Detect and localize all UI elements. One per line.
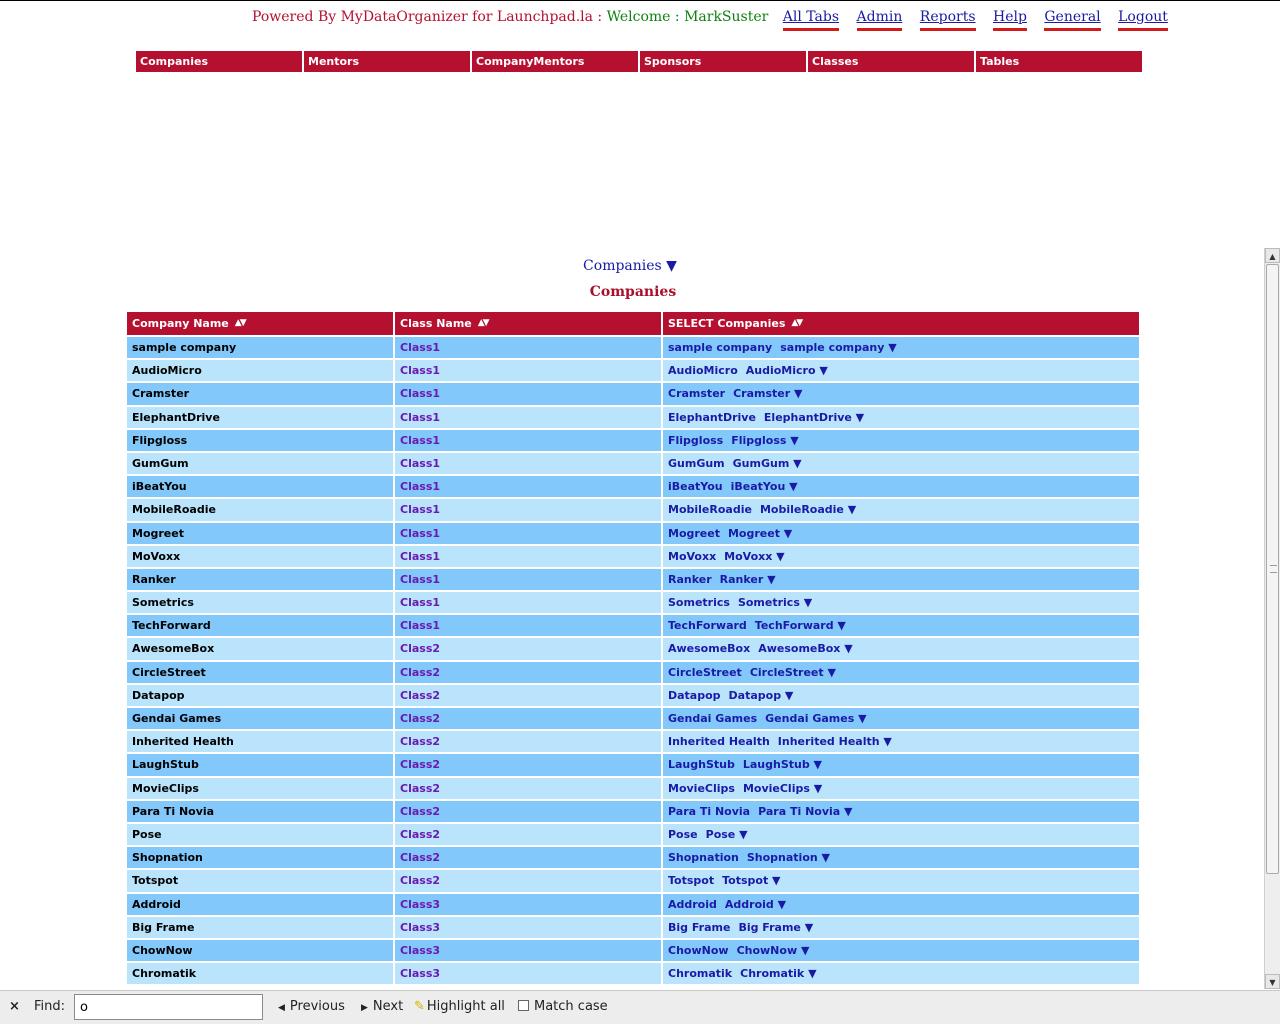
class-name-link[interactable]: Class3 (395, 915, 663, 938)
main-tab-bar (136, 51, 1142, 72)
select-company-link[interactable]: TechForward (668, 619, 747, 633)
table-row (127, 451, 1139, 474)
select-companies-cell (663, 335, 1139, 358)
company-name-cell: Chromatik (127, 961, 395, 984)
dropdown-arrow-icon[interactable]: ▼ (781, 688, 794, 702)
class-name-link[interactable]: Class2 (395, 822, 663, 845)
sort-icon[interactable]: ▲▼ (791, 318, 802, 328)
company-name-cell: Para Ti Novia (127, 799, 395, 822)
dropdown-arrow-icon[interactable]: ▼ (843, 503, 857, 517)
dropdown-arrow-icon[interactable]: ▼ (840, 804, 853, 818)
table-row (127, 567, 1139, 590)
select-company-link[interactable]: Pose (668, 827, 698, 841)
dropdown-arrow-icon[interactable]: ▼ (790, 387, 803, 401)
dropdown-arrow-icon[interactable]: ▼ (779, 526, 793, 540)
header-company-name[interactable] (127, 312, 395, 335)
nav-reports-link[interactable]: Reports (920, 9, 976, 31)
select-company-link[interactable]: MoVoxx (668, 549, 717, 563)
select-company-dropdown[interactable]: Addroid (724, 897, 774, 911)
select-companies-cell (663, 683, 1139, 706)
select-company-link[interactable]: sample company (668, 341, 773, 354)
select-company-link[interactable]: CircleStreet (668, 665, 742, 679)
select-company-dropdown[interactable]: Totspot (722, 874, 769, 888)
select-company-link[interactable]: Ranker (668, 572, 712, 586)
select-company-dropdown[interactable]: CircleStreet (749, 665, 824, 679)
dropdown-arrow-icon[interactable]: ▼ (772, 549, 785, 563)
select-companies-cell (663, 590, 1139, 613)
select-companies-cell (663, 544, 1139, 567)
company-name-cell: TechForward (127, 613, 395, 636)
header-select-companies-label: SELECT Companies (668, 317, 786, 330)
select-company-link[interactable]: ElephantDrive (668, 410, 756, 424)
select-companies-cell (663, 474, 1139, 497)
header-bar (252, 9, 1168, 31)
select-companies-cell (663, 868, 1139, 891)
select-company-dropdown[interactable]: Para Ti Novia (758, 804, 841, 818)
select-company-link[interactable]: LaughStub (668, 758, 735, 772)
select-companies-cell (663, 451, 1139, 474)
dropdown-arrow-icon[interactable]: ▼ (800, 920, 814, 934)
class-name-link[interactable]: Class2 (395, 683, 663, 706)
company-name-cell: Totspot (127, 868, 395, 891)
powered-by-text: Powered By MyDataOrganizer for Launchpad.la (252, 9, 593, 25)
company-name-cell: LaughStub (127, 752, 395, 775)
scroll-down-icon[interactable]: ▼ (1265, 974, 1280, 989)
class-name-link[interactable]: Class1 (395, 428, 663, 451)
dropdown-arrow-icon[interactable]: ▼ (785, 480, 798, 494)
company-name-cell: MoVoxx (127, 544, 395, 567)
tab-mentors[interactable]: Mentors (302, 51, 470, 72)
table-row (127, 938, 1139, 961)
select-company-dropdown[interactable]: Flipgloss (731, 433, 787, 447)
select-company-dropdown[interactable]: LaughStub (742, 758, 810, 772)
company-name-cell: Ranker (127, 567, 395, 590)
select-company-link[interactable]: Big Frame (668, 920, 731, 934)
header-select-companies[interactable] (663, 312, 1139, 335)
companies-table (127, 312, 1139, 984)
highlight-all-label: Highlight all (426, 999, 505, 1014)
select-companies-cell (663, 405, 1139, 428)
class-name-link[interactable]: Class2 (395, 845, 663, 868)
table-row (127, 544, 1139, 567)
companies-dropdown-link[interactable]: Companies ▼ (583, 258, 677, 274)
table-row (127, 752, 1139, 775)
table-row (127, 683, 1139, 706)
select-company-dropdown[interactable]: Cramster (733, 387, 791, 401)
select-company-link[interactable]: Para Ti Novia (668, 804, 751, 818)
highlight-all-button[interactable] (414, 999, 505, 1014)
select-companies-cell (663, 822, 1139, 845)
table-row (127, 868, 1139, 891)
select-companies-cell (663, 845, 1139, 868)
dropdown-arrow-icon[interactable]: ▼ (809, 758, 823, 772)
select-companies-cell (663, 938, 1139, 961)
table-row (127, 474, 1139, 497)
dropdown-arrow-icon[interactable]: ▼ (833, 619, 846, 633)
select-company-link[interactable]: Mogreet (668, 526, 720, 540)
scroll-up-icon[interactable]: ▲ (1265, 248, 1280, 263)
select-companies-cell (663, 497, 1139, 520)
select-company-dropdown[interactable]: sample company (780, 341, 885, 354)
select-companies-cell (663, 776, 1139, 799)
table-row (127, 961, 1139, 984)
company-name-cell: CircleStreet (127, 660, 395, 683)
dropdown-arrow-icon[interactable]: ▼ (879, 735, 892, 749)
select-company-dropdown[interactable]: Datapop (728, 688, 782, 702)
select-company-dropdown[interactable]: Gendai Games (765, 712, 855, 725)
company-name-cell: ChowNow (127, 938, 395, 961)
select-company-dropdown[interactable]: AwesomeBox (758, 642, 841, 656)
table-row (127, 636, 1139, 659)
company-name-cell: Sometrics (127, 590, 395, 613)
class-name-link[interactable]: Class1 (395, 590, 663, 613)
company-name-cell: MovieClips (127, 776, 395, 799)
dropdown-arrow-icon[interactable]: ▼ (823, 665, 836, 679)
class-name-link[interactable]: Class2 (395, 776, 663, 799)
select-companies-cell (663, 428, 1139, 451)
class-name-link[interactable]: Class3 (395, 961, 663, 984)
select-company-dropdown[interactable]: MovieClips (742, 781, 810, 795)
select-company-link[interactable]: AwesomeBox (668, 642, 751, 656)
class-name-link[interactable]: Class1 (395, 613, 663, 636)
select-companies-cell (663, 706, 1139, 729)
select-company-link[interactable]: GumGum (668, 456, 725, 470)
select-company-dropdown[interactable]: Chromatik (740, 967, 805, 981)
tab-sponsors[interactable]: Sponsors (638, 51, 806, 72)
select-companies-cell (663, 915, 1139, 938)
class-name-link[interactable]: Class1 (395, 544, 663, 567)
company-name-cell: iBeatYou (127, 474, 395, 497)
table-row (127, 845, 1139, 868)
select-companies-cell (663, 799, 1139, 822)
class-name-link[interactable]: Class2 (395, 729, 663, 752)
table-row (127, 590, 1139, 613)
class-name-link[interactable]: Class2 (395, 752, 663, 775)
class-name-link[interactable]: Class2 (395, 636, 663, 659)
table-row (127, 428, 1139, 451)
select-companies-cell (663, 729, 1139, 752)
company-name-cell: AudioMicro (127, 358, 395, 381)
company-name-cell: GumGum (127, 451, 395, 474)
dropdown-arrow-icon[interactable]: ▼ (809, 781, 823, 795)
nav-general-link[interactable]: General (1044, 9, 1100, 31)
table-row (127, 915, 1139, 938)
table-row (127, 799, 1139, 822)
class-name-link[interactable]: Class1 (395, 521, 663, 544)
select-company-link[interactable]: Flipgloss (668, 433, 724, 447)
dropdown-arrow-icon[interactable]: ▼ (797, 943, 810, 957)
header-class-name[interactable] (395, 312, 663, 335)
select-company-dropdown[interactable]: ElephantDrive (763, 410, 852, 424)
company-name-cell: Flipgloss (127, 428, 395, 451)
dropdown-arrow-icon[interactable]: ▼ (768, 874, 781, 888)
dropdown-arrow-icon[interactable]: ▼ (763, 572, 776, 586)
highlighter-icon: ✎ (414, 999, 425, 1014)
dropdown-arrow-icon[interactable]: ▼ (735, 827, 748, 841)
table-row (127, 335, 1139, 358)
tab-companies[interactable]: Companies (136, 51, 302, 72)
select-company-dropdown[interactable]: Big Frame (738, 920, 801, 934)
class-name-link[interactable]: Class2 (395, 660, 663, 683)
class-name-link[interactable]: Class2 (395, 868, 663, 891)
select-company-link[interactable]: Shopnation (668, 851, 739, 865)
dropdown-arrow-icon[interactable]: ▼ (815, 364, 828, 378)
company-name-cell: Addroid (127, 892, 395, 915)
class-name-link[interactable]: Class2 (395, 706, 663, 729)
table-row (127, 892, 1139, 915)
dropdown-arrow-icon[interactable]: ▼ (773, 897, 787, 911)
select-company-dropdown[interactable]: iBeatYou (730, 480, 786, 494)
find-previous-button[interactable] (278, 999, 345, 1014)
select-company-link[interactable]: Chromatik (668, 967, 733, 981)
grip-icon (1270, 565, 1277, 573)
table-row (127, 660, 1139, 683)
triangle-right-icon: ▶ (361, 1003, 368, 1013)
class-name-link[interactable]: Class1 (395, 405, 663, 428)
company-name-cell: Mogreet (127, 521, 395, 544)
select-company-dropdown[interactable]: GumGum (732, 456, 790, 470)
find-next-label: Next (372, 999, 404, 1014)
company-name-cell: sample company (127, 335, 395, 358)
dropdown-arrow-icon[interactable]: ▼ (840, 642, 853, 656)
match-case-checkbox[interactable] (518, 999, 608, 1014)
class-name-link[interactable]: Class3 (395, 938, 663, 961)
select-company-dropdown[interactable]: Inherited Health (777, 735, 880, 749)
sort-icon[interactable]: ▲▼ (477, 318, 488, 328)
table-row (127, 822, 1139, 845)
select-company-link[interactable]: iBeatYou (668, 480, 723, 494)
select-company-link[interactable]: MovieClips (668, 781, 735, 795)
company-name-cell: MobileRoadie (127, 497, 395, 520)
select-company-dropdown[interactable]: AudioMicro (745, 364, 816, 378)
dropdown-arrow-icon[interactable]: ▼ (786, 433, 799, 447)
company-name-cell: Pose (127, 822, 395, 845)
table-row (127, 776, 1139, 799)
select-company-dropdown[interactable]: Shopnation (746, 851, 818, 865)
match-case-label: Match case (534, 999, 608, 1014)
select-company-link[interactable]: AudioMicro (668, 364, 738, 378)
select-companies-cell (663, 567, 1139, 590)
company-name-cell: Gendai Games (127, 706, 395, 729)
company-name-cell: ElephantDrive (127, 405, 395, 428)
select-companies-cell (663, 381, 1139, 404)
tab-companymentors[interactable]: CompanyMentors (470, 51, 638, 72)
dropdown-arrow-icon[interactable]: ▼ (799, 596, 813, 610)
dropdown-arrow-icon[interactable]: ▼ (884, 341, 897, 354)
select-company-dropdown[interactable]: MobileRoadie (759, 503, 844, 517)
nav-help-link[interactable]: Help (993, 9, 1027, 31)
table-title: Companies (589, 284, 677, 300)
select-company-dropdown[interactable]: Mogreet (727, 526, 780, 540)
table-row (127, 706, 1139, 729)
class-name-link[interactable]: Class1 (395, 381, 663, 404)
dropdown-arrow-icon[interactable]: ▼ (804, 967, 817, 981)
find-next-button[interactable] (361, 999, 403, 1014)
dropdown-arrow-icon[interactable]: ▼ (789, 456, 802, 470)
company-name-cell: AwesomeBox (127, 636, 395, 659)
select-companies-cell (663, 636, 1139, 659)
select-companies-cell (663, 521, 1139, 544)
nav-all-tabs-link[interactable]: All Tabs (783, 9, 839, 31)
checkbox-icon (518, 1000, 529, 1011)
table-row (127, 381, 1139, 404)
header-class-name-label: Class Name (400, 317, 472, 330)
class-name-link[interactable]: Class1 (395, 567, 663, 590)
tab-classes[interactable]: Classes (806, 51, 974, 72)
table-row (127, 521, 1139, 544)
select-company-link[interactable]: Addroid (668, 897, 717, 911)
select-companies-cell (663, 358, 1139, 381)
company-name-cell: Inherited Health (127, 729, 395, 752)
select-company-link[interactable]: Inherited Health (668, 735, 770, 749)
class-name-link[interactable]: Class3 (395, 892, 663, 915)
company-name-cell: Datapop (127, 683, 395, 706)
select-companies-cell (663, 660, 1139, 683)
find-previous-label: Previous (289, 999, 345, 1014)
dropdown-arrow-icon[interactable]: ▼ (817, 851, 831, 865)
select-company-link[interactable]: Totspot (668, 874, 715, 888)
vertical-scrollbar[interactable] (1264, 248, 1280, 989)
dropdown-arrow-icon[interactable]: ▼ (854, 712, 867, 725)
welcome-text: Welcome : MarkSuster (606, 9, 769, 25)
select-company-link[interactable]: ChowNow (668, 943, 729, 957)
select-company-link[interactable]: MobileRoadie (668, 503, 752, 517)
top-border (0, 0, 1280, 1)
select-companies-cell (663, 961, 1139, 984)
select-companies-cell (663, 752, 1139, 775)
select-company-link[interactable]: Sometrics (668, 596, 730, 610)
select-company-link[interactable]: Datapop (668, 688, 721, 702)
company-name-cell: Big Frame (127, 915, 395, 938)
scroll-thumb[interactable] (1266, 264, 1279, 874)
class-name-link[interactable]: Class1 (395, 451, 663, 474)
table-body (127, 335, 1139, 984)
table-row (127, 405, 1139, 428)
table-row (127, 613, 1139, 636)
class-name-link[interactable]: Class1 (395, 335, 663, 358)
triangle-left-icon: ◀ (278, 1003, 285, 1013)
select-company-dropdown[interactable]: MoVoxx (724, 549, 773, 563)
header-company-name-label: Company Name (132, 317, 229, 330)
table-header-row (127, 312, 1139, 335)
find-bar (0, 990, 1280, 1024)
class-name-link[interactable]: Class1 (395, 497, 663, 520)
company-name-cell: Shopnation (127, 845, 395, 868)
table-row (127, 358, 1139, 381)
find-label: Find: (34, 999, 66, 1014)
close-icon[interactable]: × (9, 999, 20, 1014)
select-company-dropdown[interactable]: TechForward (754, 619, 834, 633)
table-row (127, 729, 1139, 752)
table-row (127, 497, 1139, 520)
select-company-dropdown[interactable]: Ranker (719, 572, 764, 586)
select-company-link[interactable]: Gendai Games (668, 712, 758, 725)
select-companies-cell (663, 892, 1139, 915)
nav-logout-link[interactable]: Logout (1118, 9, 1168, 31)
class-name-link[interactable]: Class1 (395, 474, 663, 497)
find-input[interactable] (74, 994, 263, 1020)
sort-icon[interactable]: ▲▼ (234, 318, 245, 328)
header-separator: : (592, 9, 607, 25)
nav-admin-link[interactable]: Admin (857, 9, 903, 31)
select-company-dropdown[interactable]: Sometrics (737, 596, 800, 610)
select-company-link[interactable]: Cramster (668, 387, 726, 401)
select-companies-cell (663, 613, 1139, 636)
class-name-link[interactable]: Class1 (395, 358, 663, 381)
class-name-link[interactable]: Class2 (395, 799, 663, 822)
company-name-cell: Cramster (127, 381, 395, 404)
dropdown-arrow-icon[interactable]: ▼ (851, 410, 865, 424)
select-company-dropdown[interactable]: Pose (705, 827, 736, 841)
select-company-dropdown[interactable]: ChowNow (736, 943, 798, 957)
tab-tables[interactable]: Tables (974, 51, 1142, 72)
